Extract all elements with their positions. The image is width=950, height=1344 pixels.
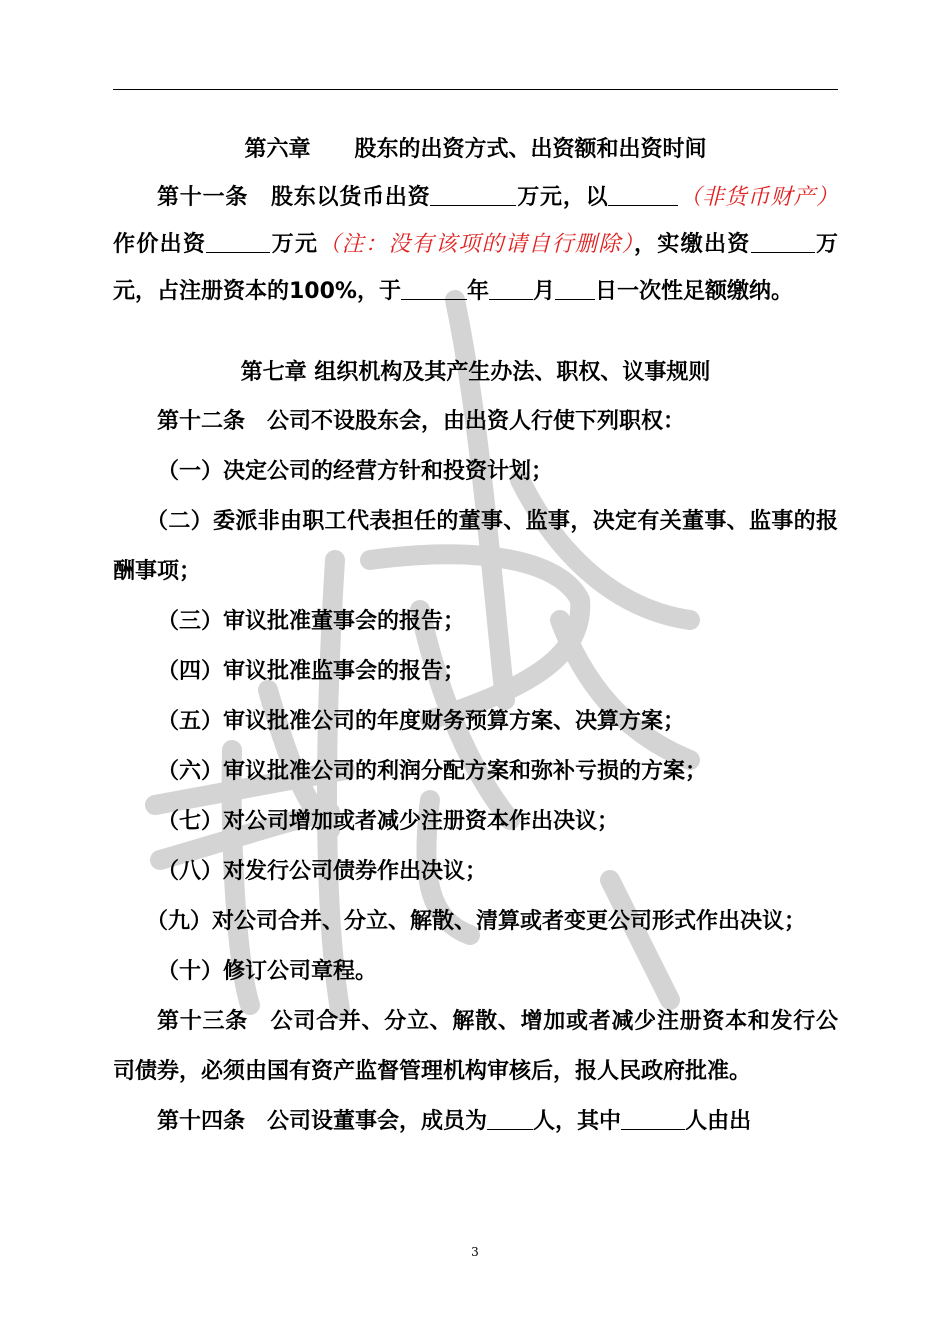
chapter-7-title: 第七章 组织机构及其产生办法、职权、议事规则 [240, 360, 711, 385]
article-text: 公司不设股东会，由出资人行使下列职权： [267, 409, 686, 434]
article-text: 人，其中 [533, 1109, 622, 1134]
blank-field[interactable] [430, 183, 516, 206]
list-item: （三）审议批准董事会的报告； [157, 609, 466, 634]
header-rule [113, 89, 838, 90]
red-note: （非货币财产） [678, 185, 838, 210]
chapter-6-title: 第六章 股东的出资方式、出资额和出资时间 [244, 137, 707, 162]
section-gap [113, 315, 838, 349]
blank-field[interactable] [751, 230, 815, 253]
article-11 [113, 174, 838, 315]
article-text: 万元 [270, 232, 319, 257]
page-number: 3 [471, 1245, 479, 1259]
list-item: （四）审议批准监事会的报告； [157, 659, 466, 684]
article-text: 公司设董事会，成员为 [267, 1109, 488, 1134]
article-text: 作价出资 [113, 232, 207, 257]
red-note: （注：没有该项的请自行删除） [318, 232, 634, 257]
blank-field[interactable] [487, 1107, 533, 1130]
blank-field[interactable] [401, 277, 467, 300]
blank-field[interactable] [206, 230, 270, 253]
article-text: ，实缴出资 [633, 232, 751, 257]
blank-field[interactable] [621, 1107, 685, 1130]
article-label: 第十一条 [157, 185, 249, 210]
article-13 [113, 997, 838, 1097]
article-12 [113, 397, 838, 447]
article-text: 股东以货币出资 [270, 185, 431, 210]
article-text: 年 [466, 279, 489, 304]
article-text: 万元，占注册资本的100%，于 [113, 232, 838, 304]
article-label: 第十二条 [157, 409, 246, 434]
article-text: 日一次性足额缴纳。 [595, 279, 794, 304]
list-item: （六）审议批准公司的利润分配方案和弥补亏损的方案； [157, 759, 708, 784]
article-text: 人由出 [685, 1109, 752, 1134]
list-item: （二）委派非由职工代表担任的董事、监事，决定有关董事、监事的报酬事项； [113, 509, 838, 584]
list-item: （七）对公司增加或者减少注册资本作出决议； [157, 809, 620, 834]
document-body [113, 126, 838, 1147]
list-item: （八）对发行公司债券作出决议； [157, 859, 488, 884]
blank-field[interactable] [608, 183, 678, 206]
list-item: （九）对公司合并、分立、解散、清算或者变更公司形式作出决议； [146, 909, 807, 934]
article-text: 万元，以 [516, 185, 609, 210]
list-item: （十）修订公司章程。 [157, 959, 378, 984]
article-text: 公司合并、分立、解散、增加或者减少注册资本和发行公司债券，必须由国有资产监督管理机构审核后，报人民政府批准。 [113, 1009, 838, 1084]
list-item: （五）审议批准公司的年度财务预算方案、决算方案； [157, 709, 686, 734]
article-text: 月 [532, 279, 555, 304]
blank-field[interactable] [489, 277, 533, 300]
article-label: 第十四条 [157, 1109, 246, 1134]
list-item: （一）决定公司的经营方针和投资计划； [157, 459, 554, 484]
article-14 [113, 1097, 838, 1147]
blank-field[interactable] [555, 277, 595, 300]
article-label: 第十三条 [157, 1009, 248, 1034]
